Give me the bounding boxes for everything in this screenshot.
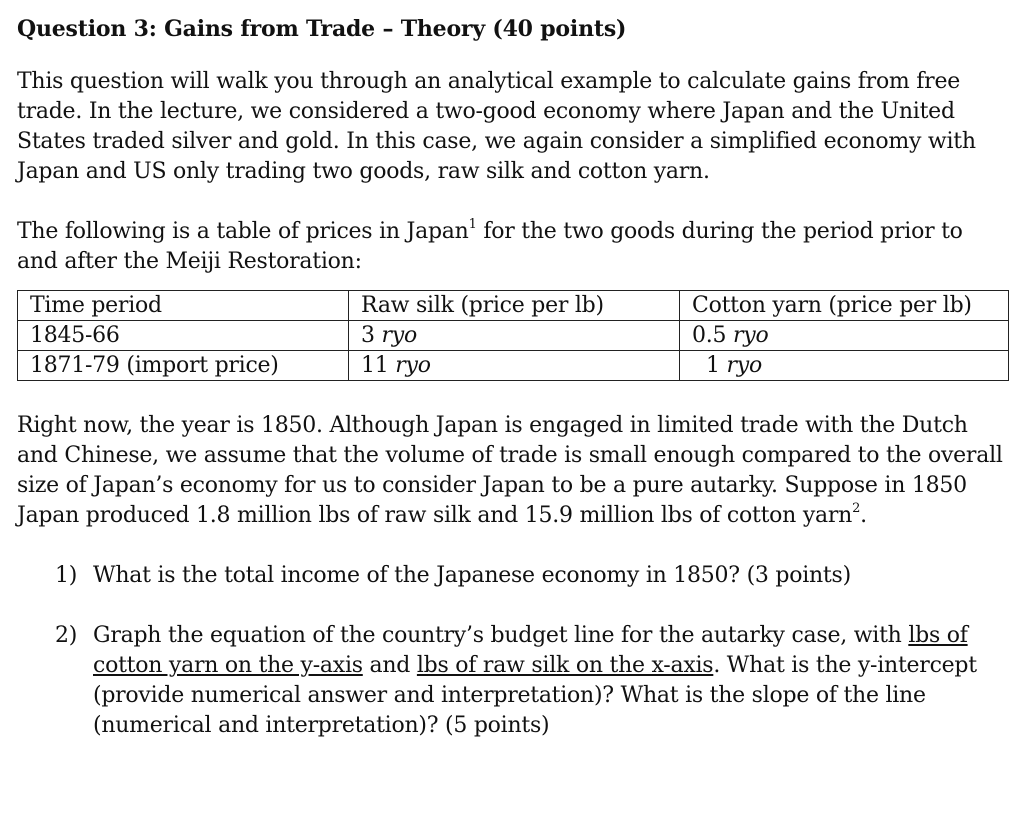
price-unit: ryo bbox=[381, 323, 417, 348]
cell-period: 1845-66 bbox=[18, 321, 349, 351]
cell-cotton-price bbox=[680, 351, 1009, 381]
list-item bbox=[17, 621, 1009, 741]
table-intro-paragraph bbox=[17, 217, 1009, 277]
cotton-price-value: 1 bbox=[706, 353, 720, 378]
table-row bbox=[18, 351, 1009, 381]
cell-silk-price bbox=[349, 321, 680, 351]
cell-silk-price bbox=[349, 351, 680, 381]
silk-price-value: 11 bbox=[361, 353, 389, 378]
intro-paragraph: This question will walk you through an analytical example to calculate gains from free trade. In the lecture, we considered a two-good economy where Japan and the United States traded silver and gold. In this case, we again consider a simplified economy with Japan and US only trading two goods, raw silk and cotton yarn. bbox=[17, 69, 976, 184]
question-list bbox=[17, 561, 1009, 741]
header-cotton-yarn: Cotton yarn (price per lb) bbox=[680, 291, 1009, 321]
footnote-marker-2: 2 bbox=[852, 500, 861, 516]
table-header-row bbox=[18, 291, 1009, 321]
cell-cotton-price bbox=[680, 321, 1009, 351]
question-text-part: Graph the equation of the country’s budget line for the autarky case, with bbox=[93, 623, 909, 648]
underlined-phrase-x-axis: lbs of raw silk on the x-axis bbox=[416, 653, 714, 678]
price-unit: ryo bbox=[733, 323, 769, 348]
price-unit: ryo bbox=[726, 353, 762, 378]
price-table bbox=[17, 290, 1009, 381]
question-heading: Question 3: Gains from Trade – Theory (40 points) bbox=[17, 16, 627, 42]
scenario-text: Right now, the year is 1850. Although Japan is engaged in limited trade with the Dutch and Chinese, we assume that the volume of trade is small enough compared to the overall size of Japan’s economy for us to consider Japan to be a pure autarky. Suppose in 1850 Japan produced 1.8 million lbs of raw silk and 15.9 million lbs of cotton yarn bbox=[17, 413, 1003, 528]
question-number: 1) bbox=[55, 563, 78, 588]
question-text-part: and bbox=[362, 653, 417, 678]
footnote-marker-1: 1 bbox=[468, 216, 477, 232]
table-row bbox=[18, 321, 1009, 351]
cotton-price-value: 0.5 bbox=[692, 323, 727, 348]
list-item bbox=[17, 561, 1009, 591]
table-intro-text-end: for the two goods during the period prior to and after the Meiji Restoration: bbox=[17, 219, 963, 274]
silk-price-value: 3 bbox=[361, 323, 375, 348]
price-unit: ryo bbox=[395, 353, 431, 378]
scenario-text-end: . bbox=[860, 503, 867, 528]
scenario-paragraph bbox=[17, 411, 1009, 531]
header-raw-silk: Raw silk (price per lb) bbox=[349, 291, 680, 321]
cell-period: 1871-79 (import price) bbox=[18, 351, 349, 381]
question-text-part: . What is the y-intercept (provide numerical answer and interpretation)? What is the slope of the line (numerical and interpretation)? (5 points) bbox=[93, 653, 977, 738]
header-time-period: Time period bbox=[18, 291, 349, 321]
table-intro-text: The following is a table of prices in Japan bbox=[17, 219, 469, 244]
document-page bbox=[17, 14, 1009, 741]
underlined-phrase-y-axis: lbs of cotton yarn on the y-axis bbox=[93, 623, 968, 678]
question-number: 2) bbox=[55, 623, 78, 648]
question-text: What is the total income of the Japanese economy in 1850? (3 points) bbox=[93, 563, 851, 588]
